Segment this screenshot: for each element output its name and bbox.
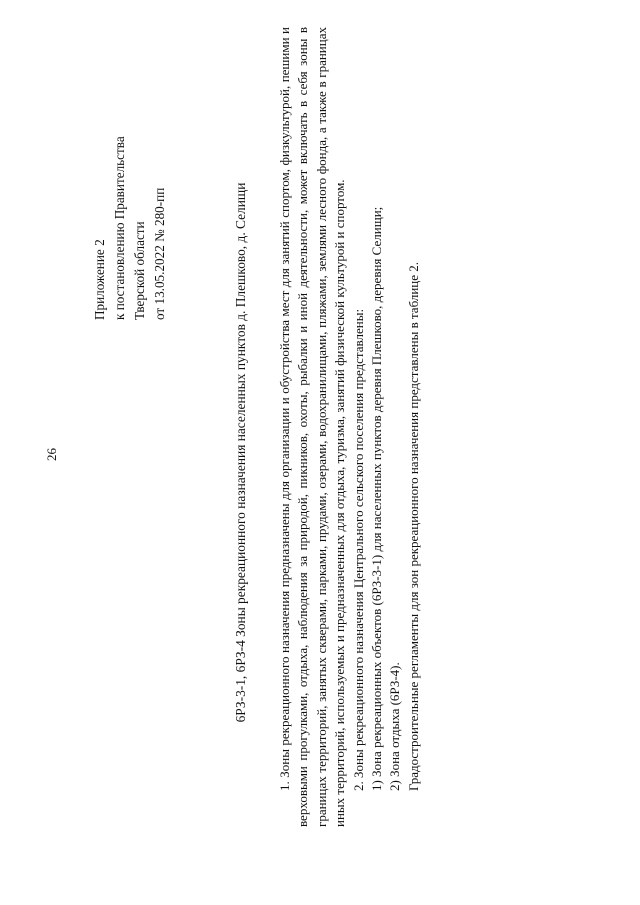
paragraph: Градостроительные регламенты для зон рекреационного назначения представлены в таблице 2. — [405, 261, 421, 791]
paragraph: 1. Зоны рекреационного назначения предназначены для организации и обустройства мест для занятий спортом, физкультурой, пешими и верховыми прогулками, отдыха, наблюдения за природой, пикников, охоты, рыбалки и иной деятельности, может включать в себя зоны в границах территорий, занятых скверами, парками, прудами, озерами, водохранилищами, пляжами, землями лесного фонда, а также в границах иных территорий, используемых и предназначенных для отдыха, туризма, занятий физической культурой и спортом. — [277, 27, 348, 827]
paragraph: 2. Зоны рекреационного назначения Центрального сельского поселения представлены: — [350, 308, 366, 791]
page-number: 26 — [44, 448, 59, 461]
appendix-line: Тверской области — [132, 221, 147, 320]
section-title: 6РЗ-3-1, 6РЗ-4 Зоны рекреационного назначения населенных пунктов д. Плешково, д. Селищи — [233, 182, 248, 723]
appendix-line: к постановлению Правительства — [112, 136, 127, 320]
appendix-line: от 13.05.2022 № 280-пп — [152, 187, 167, 320]
list-item: 1) Зона рекреационных объектов (6РЗ-3-1) для населенных пунктов деревня Плешково, деревня Селищи; — [369, 206, 385, 791]
appendix-block — [90, 136, 170, 320]
list-item: 2) Зона отдыха (6РЗ-4). — [387, 662, 403, 791]
appendix-line: Приложение 2 — [92, 239, 107, 320]
body-text — [276, 27, 423, 827]
